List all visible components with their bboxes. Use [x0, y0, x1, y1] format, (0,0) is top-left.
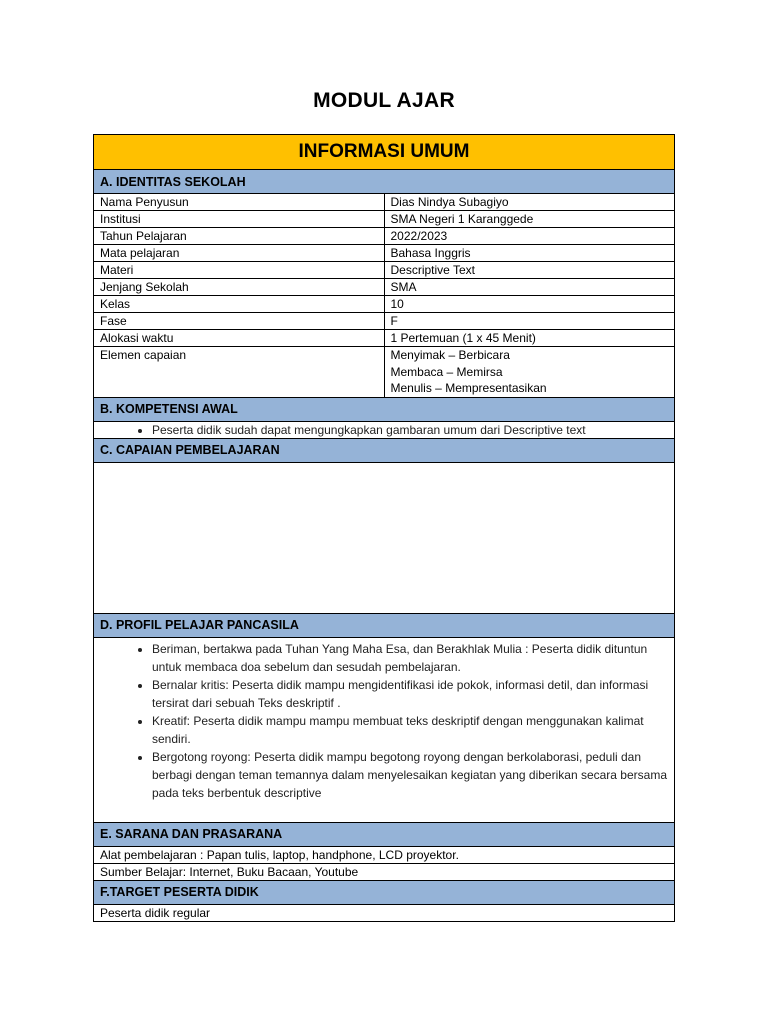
section-c-heading: C. CAPAIAN PEMBELAJARAN: [94, 438, 675, 462]
profil-cell: [94, 637, 675, 822]
sarana-line: Sumber Belajar: Internet, Buku Bacaan, Youtube: [94, 863, 675, 880]
profil-item: • Kreatif: Peserta didik mampu mampu membuat teks deskriptif dengan menggunakan kalimat sendiri.: [152, 712, 668, 748]
elemen-label: Elemen capaian: [94, 347, 385, 398]
identitas-row: [94, 245, 675, 262]
identitas-value: F: [384, 313, 675, 330]
identitas-label: Fase: [94, 313, 385, 330]
identitas-row: [94, 194, 675, 211]
identitas-row: [94, 211, 675, 228]
sarana-line: Alat pembelajaran : Papan tulis, laptop, handphone, LCD proyektor.: [94, 846, 675, 863]
identitas-label: Mata pelajaran: [94, 245, 385, 262]
identitas-value: 2022/2023: [384, 228, 675, 245]
target-line: Peserta didik regular: [94, 904, 675, 921]
identitas-value: Dias Nindya Subagiyo: [384, 194, 675, 211]
document-title: MODUL AJAR: [313, 89, 455, 112]
identitas-value: Bahasa Inggris: [384, 245, 675, 262]
elemen-row: [94, 347, 675, 398]
identitas-label: Institusi: [94, 211, 385, 228]
identitas-row: [94, 313, 675, 330]
identitas-row: [94, 279, 675, 296]
module-table: [93, 134, 675, 922]
elemen-item: Menyimak – Berbicara: [390, 348, 510, 362]
section-f-heading: F.TARGET PESERTA DIDIK: [94, 880, 675, 904]
identitas-value: 1 Pertemuan (1 x 45 Menit): [384, 330, 675, 347]
identitas-row: [94, 228, 675, 245]
profil-item: • Beriman, bertakwa pada Tuhan Yang Maha Esa, dan Berakhlak Mulia : Peserta didik dituntun untuk membaca doa sebelum dan sesudah pembelajaran.: [152, 640, 668, 676]
kompetensi-item: • Peserta didik sudah dapat mengungkapkan gambaran umum dari Descriptive text: [152, 422, 668, 438]
identitas-label: Tahun Pelajaran: [94, 228, 385, 245]
identitas-row: [94, 262, 675, 279]
profil-item: • Bernalar kritis: Peserta didik mampu mengidentifikasi ide pokok, informasi detil, dan informasi tersirat dari sebuah Teks deskriptif .: [152, 676, 668, 712]
identitas-row: [94, 296, 675, 313]
elemen-values: [384, 347, 675, 398]
informasi-umum-banner: INFORMASI UMUM: [94, 135, 675, 170]
kompetensi-cell: [94, 421, 675, 438]
identitas-value: Descriptive Text: [384, 262, 675, 279]
section-b-heading: B. KOMPETENSI AWAL: [94, 397, 675, 421]
section-a-heading: A. IDENTITAS SEKOLAH: [94, 170, 675, 194]
identitas-label: Alokasi waktu: [94, 330, 385, 347]
capaian-content: [94, 462, 675, 613]
elemen-item: Membaca – Memirsa: [390, 364, 503, 379]
identitas-row: [94, 330, 675, 347]
identitas-label: Kelas: [94, 296, 385, 313]
identitas-value: 10: [384, 296, 675, 313]
identitas-label: Jenjang Sekolah: [94, 279, 385, 296]
section-e-heading: E. SARANA DAN PRASARANA: [94, 822, 675, 846]
identitas-label: Materi: [94, 262, 385, 279]
section-d-heading: D. PROFIL PELAJAR PANCASILA: [94, 613, 675, 637]
elemen-item: Menulis – Mempresentasikan: [390, 381, 547, 395]
identitas-value: SMA Negeri 1 Karanggede: [384, 211, 675, 228]
identitas-label: Nama Penyusun: [94, 194, 385, 211]
identitas-value: SMA: [384, 279, 675, 296]
profil-item: • Bergotong royong: Peserta didik mampu begotong royong dengan berkolaborasi, peduli dan berbagi dengan teman temannya dalam menyelesaikan kegiatan yang diberikan secara bersama pada teks berbentuk descriptive: [152, 748, 668, 802]
